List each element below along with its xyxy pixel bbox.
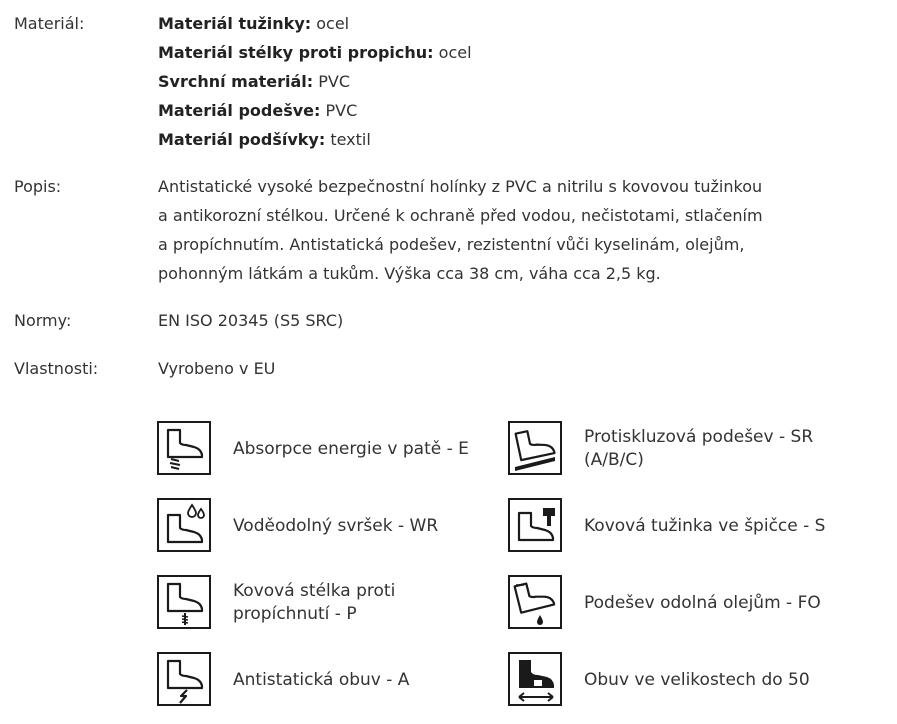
material-item-value: ocel (438, 43, 472, 62)
energy-absorption-heel-icon (157, 421, 211, 475)
material-item-name: Materiál stélky proti propichu: (158, 43, 434, 62)
feature-item (508, 421, 888, 479)
feature-item (508, 652, 888, 710)
material-list (158, 14, 818, 159)
feature-text: Voděodolný svršek - WR (233, 515, 439, 536)
antistatic-footwear-icon (157, 652, 211, 706)
material-item-value: ocel (316, 14, 350, 33)
feature-text: Podešev odolná olejům - FO (584, 592, 821, 613)
vlastnosti-label: Vlastnosti: (14, 359, 99, 378)
material-item (158, 43, 818, 72)
feature-item (508, 498, 888, 556)
material-item (158, 14, 818, 43)
oil-resistant-sole-icon (508, 575, 562, 629)
material-item-name: Materiál podšívky: (158, 130, 326, 149)
feature-text: Absorpce energie v patě - E (233, 438, 469, 459)
feature-item (157, 575, 537, 633)
material-item-value: textil (330, 130, 371, 149)
feature-text: Antistatická obuv - A (233, 669, 410, 690)
material-item-name: Materiál tužinky: (158, 14, 312, 33)
feature-text: Protiskluzová podešev - SR (A/B/C) (584, 427, 814, 470)
material-item (158, 130, 818, 159)
normy-label: Normy: (14, 311, 72, 330)
popis-line: a propíchnutím. Antistatická podešev, rezistentní vůči kyselinám, olejům, (158, 235, 745, 254)
large-sizes-icon (508, 652, 562, 706)
feature-text: Obuv ve velikostech do 50 (584, 669, 810, 690)
vlastnosti-value: Vyrobeno v EU (158, 359, 276, 378)
feature-item (157, 421, 537, 479)
material-item-value: PVC (318, 72, 351, 91)
material-item (158, 101, 818, 130)
popis-line: Antistatické vysoké bezpečnostní holínky z PVC a nitrilu s kovovou tužinkou (158, 177, 763, 196)
slip-resistant-sole-icon (508, 421, 562, 475)
material-item-name: Svrchní materiál: (158, 72, 314, 91)
feature-item (508, 575, 888, 633)
normy-value: EN ISO 20345 (S5 SRC) (158, 311, 344, 330)
steel-toecap-icon (508, 498, 562, 552)
material-item (158, 72, 818, 101)
penetration-resistant-midsole-icon (157, 575, 211, 629)
water-resistant-upper-icon (157, 498, 211, 552)
popis-text (158, 172, 818, 288)
feature-text: Kovová stélka proti propíchnutí - P (233, 581, 396, 624)
material-item-value: PVC (325, 101, 358, 120)
material-item-name: Materiál podešve: (158, 101, 321, 120)
feature-item (157, 498, 537, 556)
popis-line: pohonným látkám a tukům. Výška cca 38 cm, váha cca 2,5 kg. (158, 264, 661, 283)
feature-item (157, 652, 537, 710)
popis-line: a antikorozní stélkou. Určené k ochraně před vodou, nečistotami, stlačením (158, 206, 763, 225)
feature-text: Kovová tužinka ve špičce - S (584, 515, 826, 536)
material-label: Materiál: (14, 14, 85, 33)
popis-label: Popis: (14, 177, 62, 196)
